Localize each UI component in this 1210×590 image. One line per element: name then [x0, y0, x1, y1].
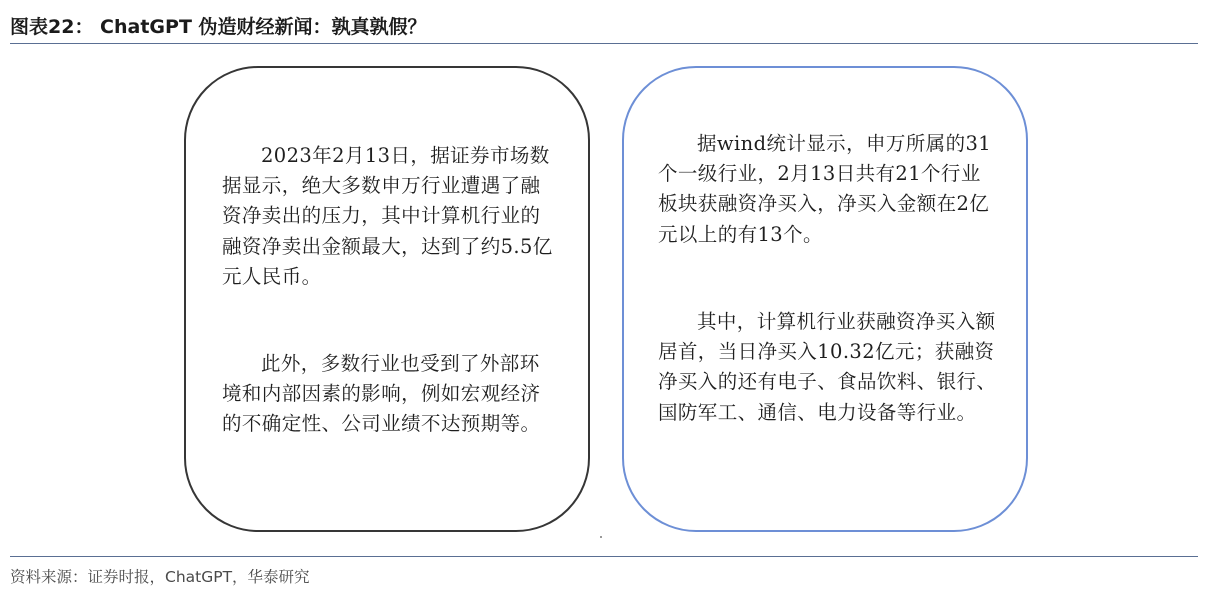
right-paragraph-1-text: 据wind统计显示，申万所属的31个一级行业，2月13日共有21个行业板块获融资净买入，净买入金额在2亿元以上的有13个。 [658, 132, 992, 246]
image-speck [600, 536, 602, 538]
footer-divider [10, 556, 1198, 557]
figure-title: 图表22： ChatGPT 伪造财经新闻：孰真孰假？ [10, 16, 427, 38]
right-paragraph-2-text: 其中，计算机行业获融资净买入额居首，当日净买入10.32亿元；获融资净买入的还有电子、食品饮料、银行、国防军工、通信、电力设备等行业。 [658, 310, 997, 424]
title-divider [10, 43, 1198, 44]
left-paragraph-2-text: 此外，多数行业也受到了外部环境和内部因素的影响，例如宏观经济的不确定性、公司业绩不达预期等。 [222, 352, 541, 436]
left-paragraph-1 [222, 141, 558, 292]
right-paragraph-2 [658, 307, 998, 428]
left-text-bubble [184, 66, 590, 532]
left-paragraph-1-text: 2023年2月13日，据证券市场数据显示，绝大多数申万行业遭遇了融资净卖出的压力，其中计算机行业的融资净卖出金额最大，达到了约5.5亿元人民币。 [222, 144, 553, 288]
right-text-bubble [622, 66, 1028, 532]
source-note: 资料来源：证券时报，ChatGPT，华泰研究 [10, 568, 310, 586]
left-paragraph-2 [222, 349, 558, 440]
right-paragraph-1 [658, 129, 998, 250]
